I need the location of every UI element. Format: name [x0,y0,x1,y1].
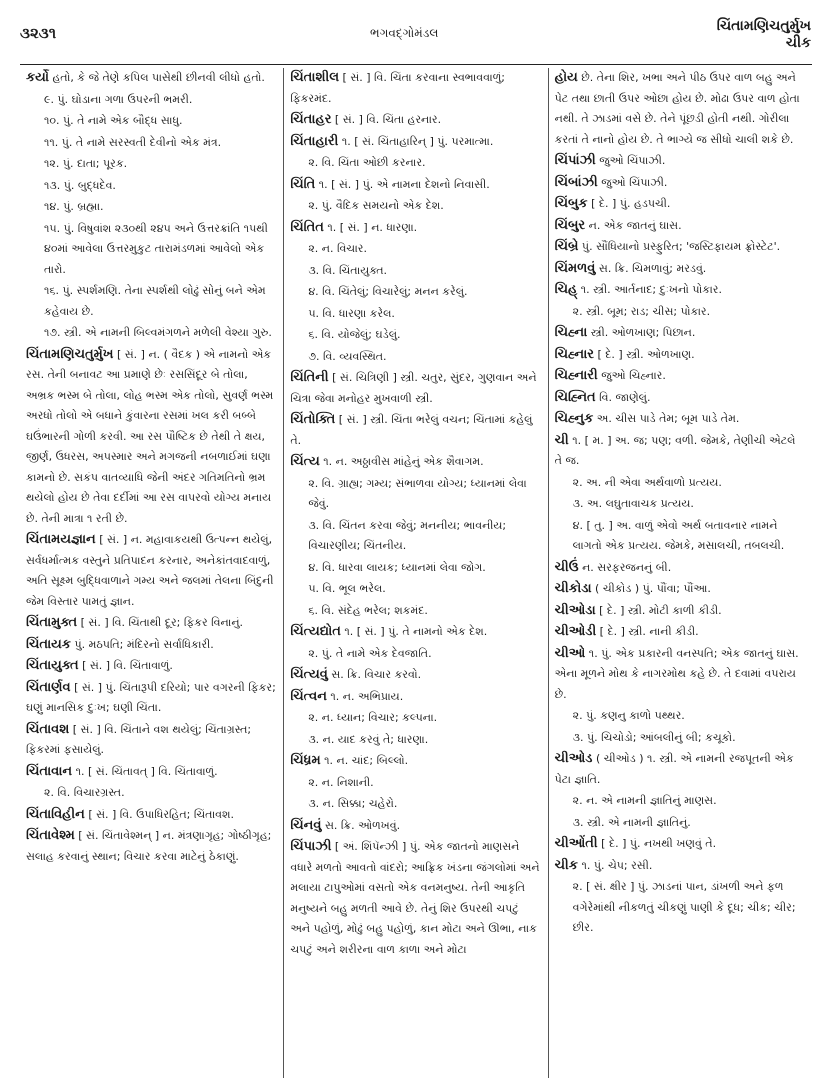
dictionary-entry: ચિંપાંઝી જુઓ ચિંપાઝી. [554,153,666,168]
dictionary-entry: ચિંધ્રમ ૧. ન. ચાંદ; બિલ્લો. [290,753,409,768]
entry-headword: ચિંપાઝી [290,839,332,854]
entry-headword: ચિંતાશીલ [290,70,340,85]
dictionary-entry: ચીકોડા ( ચીકોડ ) પું. પૌંવા; પૌંઆ. [554,581,711,596]
guide-words [717,18,811,52]
dictionary-entry: ૧૪. પું. બ્રહ્મા. [44,200,104,213]
dictionary-entry: ૩. વિ. ચિંતન કરવા જેવું; મનનીય; ભાવનીય; વિચારણીય; ચિંતનીય. [308,518,507,552]
entry-headword: ચિંતિની [290,370,329,385]
dictionary-entry: ૨. પું. કણનુ કાળો પથ્થર. [572,709,685,722]
dictionary-entry: ચિંબાંઝી જુઓ ચિંપાઝી. [554,174,668,190]
guide-word-last: ચીક [785,34,811,51]
dictionary-entry: ચિંતાહારી ૧. [ સં. ચિંતાહારિન્ ] પું. પરમાત્મા. [290,133,494,149]
entry-headword: કર્યો [26,70,49,85]
entry-headword: ચિંતાયુક્ત [26,658,79,673]
entry-headword: ચિંતોક્તિ [290,412,336,427]
running-title: ભગવદ્ગોમંડલ [370,26,439,40]
entry-headword: ચિંતાવેશ્મ [26,828,75,843]
entry-headword: ચિંતાયક [26,636,71,652]
dictionary-entry: ૨. વિ. ચિંતા ઓછી કરનાર. [308,156,426,169]
column-middle [283,68,548,1078]
dictionary-entry: ચિંબુર ન. એક જાતનું ઘાસ. [554,217,682,233]
dictionary-entry: ચિહ્ ૧. સ્ત્રી. આર્તનાદ; દુઃખનો પોકાર. [554,282,722,297]
entry-headword: ચિંતામુક્ત [26,615,78,630]
dictionary-entry: ચિંમળવું સ. ક્રિ. ચિમળાવું; મરડવું. [554,260,707,276]
dictionary-entry: ૧૬. પું. સ્પર્શમણિ. તેના સ્પર્શથી લોઢું સોનું બને એમ કહેવાય છે. [44,284,266,318]
dictionary-entry: ચીઓડા [ દે. ] સ્ત્રી. મોટી કાળી કીડી. [554,602,722,618]
dictionary-entry: ચિહ્નુક અ. ચીસ પાડે તેમ; બૂમ પાડે તેમ. [554,411,740,426]
dictionary-entry: ચિંત્યદ્યોત ૧. [ સં. ] પું. તે નામનો એક દેશ. [290,624,488,639]
dictionary-entry: ચિંતાહર [ સં. ] વિ. ચિંતા હરનાર. [290,112,442,127]
dictionary-entry: ૧૫. પું. વિષુવાંશ ૨૩૦થી ૨૪૫ અને ઉત્તરક્રાંતિ ૧૫થી ૪૦માં આવેલા ઉત્તરમુકુટ તારામંડળમાં આવેલો એક તારો. [44,221,268,276]
entry-headword: ચિંતામણિચતુર્મુખ [26,346,114,362]
dictionary-entry: ચિંતાવિહીન [ સં. ] વિ. ઉપાધિરહિત; ચિંતાવશ. [26,806,234,822]
dictionary-entry: ૨. ન. નિશાની. [308,775,374,789]
entry-headword: ચિહ્નાર [554,346,594,362]
dictionary-entry: ૩. ન. યાદ કરવું તે; ધારણા. [308,732,429,746]
entry-headword: ચિંતાવાન [26,763,73,779]
dictionary-entry: ચિંબ્રે પું. સૌંધિયાનો પ્રસ્ફુરિત; 'જસ્ટિફાયમ ફ્રોસ્ટેટ'. [554,239,781,254]
entry-headword: ચિંબુક [554,196,588,211]
dictionary-entry: ૨. વિ. વિચારગ્રસ્ત. [44,786,125,799]
dictionary-entry: ૨. [ સં. ક્ષીર ] પું. ઝાડનાં પાન, ડાંખળી અને ફળ વગેરેમાંથી નીકળતું ચીકણું પાણી કે દૂધ; ચીક; ચીર; છીર. [572,880,796,934]
dictionary-entry: ૭. વિ. વ્યવસ્થિત. [308,349,387,363]
dictionary-entry: ચિંતામણિચતુર્મુખ [ સં. ] ન. ( વૈદક ) એ નામનો એક રસ. તેની બનાવટ આ પ્રમાણે છેઃ રસસિંદૂર બે તોલા, અભ્રક ભસ્મ બે તોલા, લોહ ભસ્મ એક તોલો, સુવર્ણ ભસ્મ અરધો તોલો એ બધાને કુંવારના રસમાં ખલ કરી બબ્બે ઘઉંભારની ગોળી કરવી. આ રસ પૌષ્ટિક છે તેથી તે ક્ષય, જીર્ણ, ઉધરસ, અપસ્માર અને મગજની નબળાઈમાં ઘણા કામનો છે. સકંપ વાતવ્યાધિ જેની અંદર ગતિમતિનો ભ્રમ થયેલો હોય છે તેવા દર્દીમાં આ રસ વાપરવો યોગ્ય મનાય છે. તેની માત્રા ૧ રતી છે. [26,346,274,525]
dictionary-entry: હોય છે. તેના શિર, ખભા અને પીઠ ઉપર વાળ બહુ અને પેટ તથા છાતી ઉપર ઓછા હોય છે. મોઢા ઉપર વાળ હોતા નથી. તે ઝાડમાં વસે છે. તેને પૂંછડી હોતી નથી. ગોરીલા કરતાં તે નાનો હોય છે. તે ભાગ્યે જ સીધો ચાલી શકે છે. [554,70,800,146]
dictionary-entry: ૨. પું. તે નામે એક દેવજાતિ. [308,646,432,660]
dictionary-entry: ૨. ન. વિચાર. [308,242,367,255]
entry-headword: ચિંત્યદ્યોત [290,624,341,639]
dictionary-entry: ચીઓડી [ દે. ] સ્ત્રી. નાની કીડી. [554,624,699,639]
entry-headword: ચીઓડ [554,751,593,766]
dictionary-entry: ચિંત્ય ૧. ન. અઠ્ઠાવીસ માંહેનું એક શૈવાગમ. [290,454,484,469]
dictionary-entry: ચિંતાર્ણવ [ સં. ] પું. ચિંતારૂપી દરિયો; પાર વગરની ફિકર; ઘણું માનસિક દુઃખ; ઘણી ચિંતા. [26,679,276,714]
page-header [0,0,825,60]
entry-headword: ચીઓ [554,645,586,661]
entry-headword: ચિંતાવિહીન [26,806,85,822]
dictionary-entry: ચીઓડ ( ચીઓડ ) ૧. સ્ત્રી. એ નામની રજપૂતની એક પેટા જ્ઞાતિ. [554,751,794,786]
dictionary-entry: ૨. સ્ત્રી. બૂમ; રાડ; ચીસ; પોકાર. [572,304,711,318]
dictionary-entry: ચીઓ ૧. પું. એક પ્રકારની વનસ્પતિ; એક જાતનું ઘાસ. એના મૂળને મોથ કે નાગરમોથ કહે છે. તે દવામાં વપરાય છે. [554,645,799,701]
header-rule [20,64,812,65]
entry-headword: હોય [554,70,578,85]
dictionary-entry: ૧૨. પું. દાતા; પૂરક. [44,157,128,170]
dictionary-entry: ૩. પું. ચિચોડો; આંબલીનું બી; કચૂકો. [572,730,736,744]
dictionary-entry: ચિંત્યવું સ. ક્રિ. વિચાર કરવો. [290,667,422,682]
dictionary-entry: ચિંત્વન ૧. ન. અભિપ્રાય. [290,688,404,704]
entry-headword: ચિંત્યવું [290,667,328,682]
entry-headword: ચિંતિત [290,219,324,235]
dictionary-entry: ચિંતામુક્ત [ સં. ] વિ. ચિંતાથી દૂર; ફિકર વિનાનું. [26,615,244,630]
dictionary-entry: ચિંનવું સ. ક્રિ. ઓળખવું. [290,817,401,833]
dictionary-entry: ૩. ન. સિક્કા; ચહેરો. [308,797,398,810]
dictionary-entry: ચિંપાઝી [ અં. શિંપૅન્ઝી ] પું. એક જાતનો માણસને વધારે મળતો આવતો વાંદરો; આફ્રિક ખંડના જંગલોમાં અને મલાયા ટાપુઓમાં વસતો એક વનમનુષ્ય. તેની આકૃતિ મનુષ્યને બહુ મળતી આવે છે. તેનું શિર ઉપરથી ચપટું અને પહોળું, મોઢું બહુ પહોળું, કાન મોટા અને ઊભા, નાક ચપટું અને શરીરના વાળ કાળા અને મોટા [290,839,540,956]
dictionary-entry: ચિંતાવાન ૧. [ સં. ચિંતાવત્ ] વિ. ચિંતાવાળું. [26,763,218,779]
entry-headword: ચિંબાંઝી [554,174,598,190]
dictionary-entry: ચિંતોક્તિ [ સં. ] સ્ત્રી. ચિંતા ભરેલું વચન; ચિંતામાં કહેલું તે. [290,412,533,447]
page-number: ૩૨૩૧ [20,24,57,42]
dictionary-columns [20,68,812,1078]
entry-headword: ચિંબુર [554,217,586,233]
dictionary-entry: ૯. પું. ઘોડાના ગળા ઉપરની ભમરી. [44,92,193,106]
dictionary-entry: ૧૧. પું. તે નામે સરસ્વતી દેવીનો એક મંત્ર. [44,135,222,149]
dictionary-entry: ૩. અ. લઘુતાવાચક પ્રત્યય. [572,497,694,510]
dictionary-entry: ચી ૧. [ મ. ] અ. જ; પણ; વળી. જેમકે, તેણીચી એટલે તે જ. [554,432,796,467]
entry-headword: ચિંતાહારી [290,133,339,149]
dictionary-entry: ૨. ન. ધ્યાન; વિચાર; કલ્પના. [308,711,438,724]
dictionary-entry: ચીક ૧. પું. ચેપ; રસી. [554,857,653,873]
dictionary-entry: ચિંબુક [ દે. ] પું. હડપચી. [554,196,671,211]
dictionary-entry: ચીઉં ન. સરફરજનનું બી. [554,559,672,575]
dictionary-entry: ૧૭. સ્ત્રી. એ નામની બિલ્વમંગળને મળેલી વેશ્યા ગુરુ. [44,326,272,339]
entry-headword: ચિંતાર્ણવ [26,679,71,695]
dictionary-entry: ચિંતાયક પું. મઠપતિ; મંદિરનો સર્વાધિકારી. [26,636,214,652]
dictionary-entry: ચિંતાશીલ [ સં. ] વિ. ચિંતા કરવાના સ્વભાવવાળું; ફિકરમંદ. [290,70,505,105]
dictionary-entry: ૬. વિ. સંદેહ ભરેલ; શકમંદ. [308,603,428,617]
dictionary-entry: ચિહ્નિત વિ. જાણેલું. [554,389,651,405]
entry-headword: ચિંતિ [290,176,316,192]
entry-headword: ચિંપાંઝી [554,153,596,168]
dictionary-entry: ૪. વિ. ધારવા લાયક; ધ્યાનમાં લેવા જોગ. [308,560,486,574]
entry-headword: ચી [554,432,569,448]
guide-word-first: ચિંતામણિચતુર્મુખ [716,18,811,34]
dictionary-entry: ૧૩. પું. બુદ્ધદેવ. [44,178,116,192]
entry-headword: ચીકોડા [554,581,592,596]
dictionary-entry: ચિહ્નાર [ દે. ] સ્ત્રી. ઓળખાણ. [554,346,695,362]
entry-headword: ચિંતાવશ [26,721,70,737]
entry-headword: ચીઓડી [554,624,597,639]
dictionary-entry: ચિંતામયજ્ઞાન [ સં. ] ન. મહાવાકયથી ઉત્પન્ન થયેલું, સર્વધર્માત્મક વસ્તુને પ્રતિપાદન કરનાર, અનેકાંતવાદવાળું, અતિ સૂક્ષ્મ બુદ્ધિવાળાને ગમ્ય અને જલમાં તેલના બિંદુની જેમ વિસ્તાર પામતું જ્ઞાન. [26,532,274,608]
dictionary-entry: ૨. ન. એ નામની જ્ઞાતિનું માણસ. [572,794,717,807]
entry-headword: ચિંતામયજ્ઞાન [26,532,96,547]
entry-headword: ચિહ્ [554,282,578,297]
entry-headword: ચિહ્નુક [554,411,594,426]
entry-headword: ચિંધ્રમ [290,753,321,768]
entry-headword: ચીઓંતી [554,836,598,851]
entry-headword: ચિંત્વન [290,688,327,704]
dictionary-entry: ચિંતાવેશ્મ [ સં. ચિંતાવેશ્મન્ ] ન. મંત્રણાગૃહ; ગોષ્ઠીગૃહ; સલાહ કરવાનું સ્થાન; વિચાર કરવા માટેનું ઠેકાણું. [26,828,272,863]
entry-headword: ચિહ્ના [554,325,588,340]
dictionary-entry: ચિહ્ના સ્ત્રી. ઓળખાણ; પિછાન. [554,325,696,340]
dictionary-entry: ૩. વિ. ચિંતાયુક્ત. [308,263,387,277]
entry-headword: ચિહ્નારી [554,368,598,383]
dictionary-entry: ૧૦. પું. તે નામે એક બૌદ્ધ સાધુ. [44,114,183,127]
entry-headword: ચીઉં [554,559,579,575]
dictionary-entry: ૨. વિ. ગ્રાહ્ય; ગમ્ય; સંભાળવા યોગ્ય; ધ્યાનમાં લેવા જેવું. [308,476,527,510]
dictionary-entry: ૪. [ તુ. ] અ. વાળું એવો અર્થ બતાવનાર નામને લાગતો એક પ્રત્યય. જેમકે, મસાલચી, તબલચી. [572,518,785,552]
entry-headword: ચિહ્નિત [554,389,596,405]
entry-headword: ચિંમળવું [554,260,596,276]
dictionary-entry: ૬. વિ. યોજેલું; ઘડેલું. [308,328,401,341]
column-right [549,68,812,1078]
entry-headword: ચીક [554,857,578,873]
dictionary-entry: ચિંતિની [ સં. ચિત્રિણી ] સ્ત્રી. ચતુર, સુંદર, ગુણવાન અને ચિત્રા જેવા મનોહર મુખવાળી સ્ત્રી. [290,370,537,405]
dictionary-entry: ચિંતાયુક્ત [ સં. ] વિ. ચિંતાવાળું. [26,658,173,673]
dictionary-entry: ૫. વિ. ભૂલ ભરેલ. [308,582,386,595]
dictionary-entry: ચિંતિ ૧. [ સં. ] પું. એ નામના દેશનો નિવાસી. [290,176,490,192]
entry-headword: ચિંતાહર [290,112,332,127]
dictionary-entry: ૨. અ. ની એવા અર્થવાળો પ્રત્યય. [572,475,722,489]
dictionary-entry: ૪. વિ. ચિંતેલું; વિચારેલું; મનન કરેલું. [308,285,468,298]
dictionary-entry: ચિહ્નારી જુઓ ચિહ્નાર. [554,368,666,383]
dictionary-entry: ૩. સ્ત્રી. એ નામની જ્ઞાતિનું. [572,815,691,829]
entry-headword: ચિંનવું [290,817,322,833]
dictionary-entry: ચિંતાવશ [ સં. ] વિ. ચિંતાને વશ થયેલું; ચિંતાગ્રસ્ત; ફિકરમાં ફસાયેલું. [26,721,252,756]
entry-headword: ચિંત્ય [290,454,320,469]
entry-headword: ચિંબ્રે [554,239,579,254]
dictionary-entry: ૨. પું. વૈદિક સમયનો એક દેશ. [308,199,444,212]
dictionary-entry: ચીઓંતી [ દે. ] પું. નખથી ખણવું તે. [554,836,717,851]
column-left [20,68,283,1078]
dictionary-entry: કર્યો હતો, કે જે તેણે કપિલ પાસેથી છીનવી લીધો હતો. [26,70,265,85]
entry-headword: ચીઓડા [554,602,596,618]
dictionary-entry: ૫. વિ. ધારણા કરેલ. [308,306,395,320]
dictionary-entry: ચિંતિત ૧. [ સં. ] ન. ધારણા. [290,219,418,235]
